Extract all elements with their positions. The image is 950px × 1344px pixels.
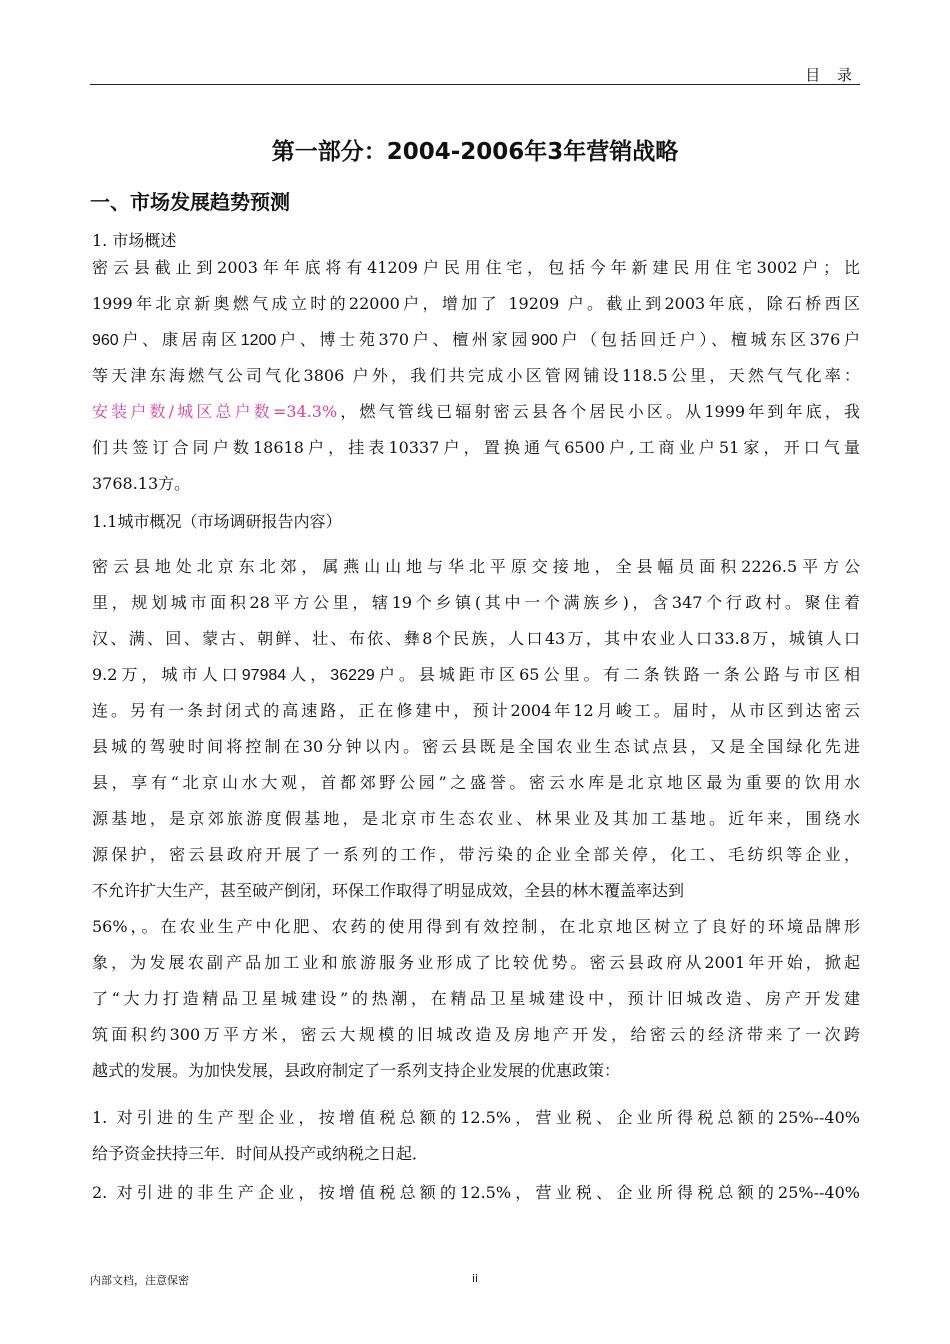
paragraph-line: 连。另有一条封闭式的高速路，正在修建中，预计2004年12月峻工。届时，从市区到达密云 xyxy=(92,701,860,720)
number-highlight: 1200 xyxy=(240,332,277,349)
number-highlight: 960 xyxy=(92,332,119,349)
paragraph-line: 汉、满、回、蒙古、朝鲜、壮、布依、彝8个民族，人口43万，其中农业人口33.8万，城镇人口 xyxy=(92,629,860,648)
highlighted-formula: 安装户数/城区总户数=34.3% xyxy=(92,402,338,421)
paragraph-line: 3768.13方。 xyxy=(92,474,191,493)
page-number: ii xyxy=(472,1272,479,1285)
paragraph-line: 象，为发展农副产品加工业和旅游服务业形成了比较优势。密云县政府从2001年开始，掀起 xyxy=(92,953,860,972)
paragraph-line: 密云县截止到2003年年底将有41209户民用住宅，包括今年新建民用住宅3002户；比 xyxy=(92,258,860,277)
paragraph-line: 们共签订合同户数18618户，挂表10337户，置换通气6500户,工商业户51家，开口气量 xyxy=(92,438,860,457)
text-span: 户（包括回迁户）、檀城东区376户 xyxy=(557,330,860,349)
header-label: 目 录 xyxy=(805,66,858,84)
document-title: 第一部分：2004-2006年3年营销战略 xyxy=(271,139,679,165)
paragraph-line: 等天津东海燃气公司气化3806 户外，我们共完成小区管网铺设118.5公里，天然气气化率： xyxy=(92,366,860,385)
number-highlight: 900 xyxy=(531,332,558,349)
paragraph-line: 筑面积约300万平方米，密云大规模的旧城改造及房地产开发，给密云的经济带来了一次跨 xyxy=(92,1025,860,1044)
paragraph-line: 密云县地处北京东北郊，属燕山山地与华北平原交接地，全县幅员面积2226.5平方公 xyxy=(92,557,860,576)
subsection-heading-overview: 1. 市场概述 xyxy=(92,231,177,250)
list-item-continuation: 给予资金扶持三年．时间从投产或纳税之日起． xyxy=(92,1144,429,1163)
paragraph-line: 不允许扩大生产，甚至破产倒闭，环保工作取得了明显成效，全县的林木覆盖率达到 xyxy=(92,881,685,900)
paragraph-line: 源保护，密云县政府开展了一系列的工作，带污染的企业全部关停，化工、毛纺织等企业， xyxy=(92,845,860,864)
text-span: ，燃气管线已辐射密云县各个居民小区。从1999年到年底，我 xyxy=(337,402,860,421)
paragraph-line: 了“大力打造精品卫星城建设”的热潮，在精品卫星城建设中，预计旧城改造、房产开发建 xyxy=(92,989,860,1008)
paragraph-line: 越式的发展。为加快发展，县政府制定了一系列支持企业发展的优惠政策： xyxy=(92,1061,621,1080)
paragraph-line: 县城的驾驶时间将控制在30分钟以内。密云县既是全国农业生态试点县，又是全国绿化先进 xyxy=(92,737,860,756)
header-rule xyxy=(90,84,860,85)
section-heading: 一、市场发展趋势预测 xyxy=(90,190,290,214)
text-span: 户、博士苑370户、檀州家园 xyxy=(276,330,532,349)
paragraph-line: 县，享有“北京山水大观，首都郊野公园”之盛誉。密云水库是北京地区最为重要的饮用水 xyxy=(92,773,860,792)
paragraph-line: 里，规划城市面积28平方公里，辖19个乡镇(其中一个满族乡)，含347个行政村。聚住着 xyxy=(92,593,860,612)
text-span: 户、康居南区 xyxy=(118,330,241,349)
paragraph-line xyxy=(92,402,860,422)
text-span: 人， xyxy=(286,665,331,684)
number-highlight: 97984 xyxy=(241,667,287,684)
text-span: 9.2万，城市人口 xyxy=(92,665,242,684)
list-item: 2. 对引进的非生产企业，按增值税总额的12.5%，营业税、企业所得税总额的25%--40% xyxy=(92,1183,860,1202)
paragraph-line: 1999年北京新奥燃气成立时的22000户，增加了 19209 户。截止到2003年底，除石桥西区 xyxy=(92,294,860,313)
list-item: 1. 对引进的生产型企业，按增值税总额的12.5%，营业税、企业所得税总额的25%--40% xyxy=(92,1108,860,1127)
text-span: 户。县城距市区65公里。有二条铁路一条公路与市区相 xyxy=(374,665,860,684)
paragraph-line xyxy=(92,330,860,351)
paragraph-line xyxy=(92,665,860,686)
footer-confidential-note: 内部文档，注意保密 xyxy=(90,1274,189,1287)
paragraph-line: 56%，。在农业生产中化肥、农药的使用得到有效控制，在北京地区树立了良好的环境品牌形 xyxy=(92,917,860,936)
paragraph-line: 源基地，是京郊旅游度假基地，是北京市生态农业、林果业及其加工基地。近年来，围绕水 xyxy=(92,809,860,828)
number-highlight: 36229 xyxy=(330,667,375,684)
subsection-heading-city: 1.1城市概况（市场调研报告内容） xyxy=(92,512,342,531)
